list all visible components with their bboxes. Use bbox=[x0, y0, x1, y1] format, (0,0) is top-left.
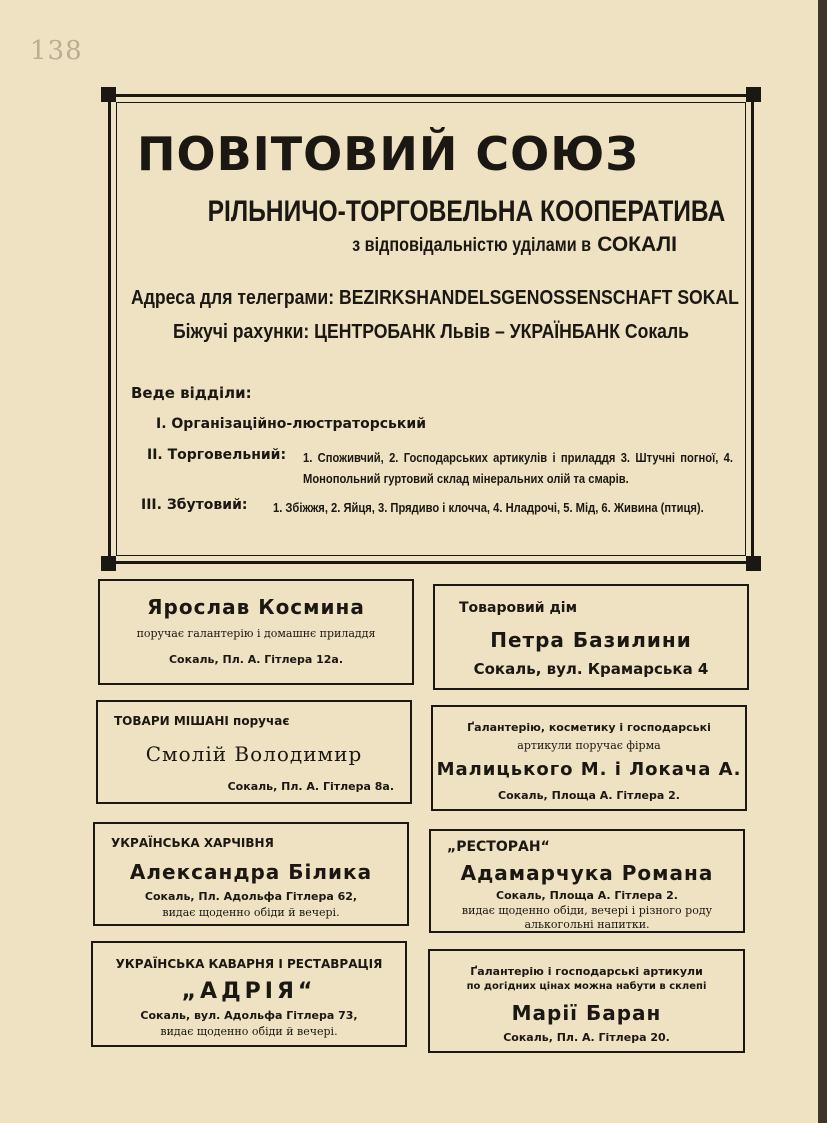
ad-address: Сокаль, Площа А. Гітлера 2. bbox=[498, 789, 680, 802]
ad-header: УКРАЇНСЬКА КАВАРНЯ І РЕСТАВРАЦІЯ bbox=[115, 957, 383, 971]
main-subtitle: РІЛЬНИЧО-ТОРГОВЕЛЬНА КООПЕРАТИВА bbox=[207, 195, 725, 228]
ad-text: алькогольні напитки. bbox=[524, 918, 650, 931]
ad-text: артикули поручає фірма bbox=[517, 739, 661, 752]
ad-address: Сокаль, Пл. А. Гітлера 12а. bbox=[168, 653, 344, 666]
branch-label: III. Збутовий: bbox=[141, 497, 248, 513]
ad-address: Сокаль, Пл. Адольфа Гітлера 62, bbox=[144, 890, 358, 903]
ad-name: Ярослав Космина bbox=[147, 595, 365, 619]
city-name: СОКАЛІ bbox=[597, 233, 677, 256]
ad-text: поручає галантерію і домашнє приладдя bbox=[136, 627, 376, 640]
corner-ornament bbox=[101, 87, 116, 102]
ad-name: Адамарчука Романа bbox=[460, 861, 714, 885]
ad-address: Сокаль, вул. Крамарська 4 bbox=[473, 660, 709, 678]
page-number: 138 bbox=[30, 36, 83, 66]
ad-text: видає щоденно обіди, вечері і різного роду bbox=[461, 904, 713, 917]
liability-line bbox=[310, 233, 677, 257]
ad-address: Сокаль, вул. Адольфа Гітлера 73, bbox=[140, 1009, 358, 1022]
main-advertisement bbox=[108, 94, 754, 564]
ad-header: „РЕСТОРАН“ bbox=[447, 839, 550, 855]
branch-label: II. Торговельний: bbox=[147, 447, 287, 463]
corner-ornament bbox=[746, 87, 761, 102]
ad-text: Ґалантерію і господарські артикули bbox=[470, 965, 703, 978]
ad-header: Товаровий дім bbox=[459, 600, 578, 616]
ad-text: видає щоденно обіди й вечері. bbox=[162, 906, 340, 919]
ad-header: ТОВАРИ МІШАНІ поручає bbox=[114, 714, 290, 728]
ad-smoliy bbox=[96, 700, 412, 804]
ad-kosmyna bbox=[98, 579, 414, 685]
ad-bilyka bbox=[93, 822, 409, 926]
ad-baran bbox=[428, 949, 745, 1053]
ad-address: Сокаль, Пл. А. Гітлера 8а. bbox=[227, 780, 394, 793]
main-title: ПОВІТОВИЙ СОЮЗ bbox=[137, 127, 639, 181]
ad-name: Смолій Володимир bbox=[145, 742, 363, 766]
ad-name: Марії Баран bbox=[511, 1001, 662, 1025]
ad-text: по догідних цінах можна набути в склепі bbox=[466, 981, 707, 992]
page-edge bbox=[818, 0, 827, 1123]
telegram-address: Адреса для телеграми: BEZIRKSHANDELSGENOSSENSCHAFT SOKAL bbox=[131, 287, 739, 309]
ad-malytskyi-lokach bbox=[431, 705, 747, 811]
branch-text: 1. Збіжжя, 2. Яйця, 3. Прядиво і клочча, 4. Нладрочі, 5. Мід, 6. Живина (птиця). bbox=[273, 500, 704, 515]
liability-text: з відповідальністю уділами в bbox=[352, 235, 592, 256]
ad-adamarchuka bbox=[429, 829, 745, 933]
ad-text: видає щоденно обіди й вечері. bbox=[160, 1025, 338, 1038]
bank-accounts: Біжучі рахунки: ЦЕНТРОБАНК Львів – УКРАЇНБАНК Сокаль bbox=[173, 321, 689, 343]
ad-address: Сокаль, Площа А. Гітлера 2. bbox=[496, 889, 678, 902]
ad-bazylyny bbox=[433, 584, 749, 690]
ad-adria bbox=[91, 941, 407, 1047]
branch-organizational: I. Організаційно-люстраторський bbox=[156, 416, 426, 432]
ad-name: Александра Білика bbox=[129, 860, 373, 884]
ad-address: Сокаль, Пл. А. Гітлера 20. bbox=[503, 1031, 670, 1044]
ad-name: „АДРІЯ“ bbox=[181, 979, 317, 1004]
branch-text: 1. Споживчий, 2. Господарських артикулів і приладдя 3. Штучні погної, 4. Монопольний гуртовий склад мінеральних олій та смарів. bbox=[303, 450, 733, 486]
ad-header: УКРАЇНСЬКА ХАРЧІВНЯ bbox=[111, 836, 274, 850]
ad-name: Петра Базилини bbox=[490, 628, 692, 652]
ad-text: Ґалантерію, косметику і господарські bbox=[467, 721, 711, 734]
branches-heading: Веде відділи: bbox=[131, 384, 252, 402]
corner-ornament bbox=[101, 556, 116, 571]
ad-name: Малицького М. і Локача А. bbox=[436, 759, 742, 780]
corner-ornament bbox=[746, 556, 761, 571]
